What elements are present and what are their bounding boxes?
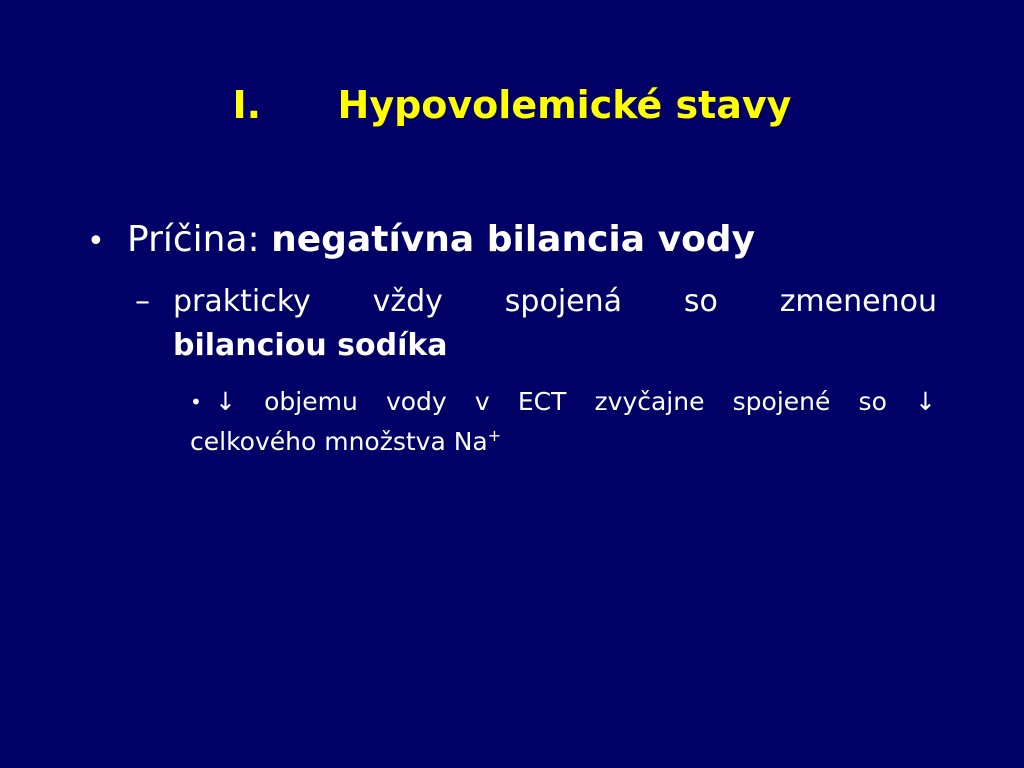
- slide-title: [0, 82, 1024, 128]
- level2-word: zmenenou: [779, 284, 937, 319]
- plus-superscript: +: [487, 426, 502, 445]
- bullet-dot-icon: •: [190, 390, 202, 414]
- level3-word: spojené: [732, 387, 831, 416]
- level2-line2: bilanciou sodíka: [173, 328, 448, 363]
- level3-word: v: [474, 387, 490, 416]
- cause-label: Príčina:: [127, 219, 260, 260]
- level2-word: spojená: [504, 284, 623, 319]
- level2-word: so: [683, 284, 718, 319]
- title-number: I.: [232, 83, 262, 127]
- level3-line2-text: celkového množstva Na: [190, 427, 488, 456]
- down-arrow-icon: ↓: [215, 387, 236, 416]
- level3-word: zvyčajne: [594, 387, 705, 416]
- bullet-level2: [135, 280, 937, 368]
- level3-word: vody: [385, 387, 447, 416]
- level3-word: objemu: [264, 387, 358, 416]
- level3-word: so: [858, 387, 887, 416]
- level3-line2: [190, 422, 936, 462]
- bullet-level3: [190, 382, 936, 462]
- level2-word: prakticky: [173, 284, 311, 319]
- bullet-dot-icon: •: [87, 224, 105, 259]
- bullet-level1: [87, 218, 947, 264]
- title-text: Hypovolemické stavy: [337, 83, 792, 127]
- level3-word: ECT: [517, 387, 567, 416]
- level2-line1: [173, 280, 937, 324]
- level2-word: vždy: [372, 284, 443, 319]
- dash-bullet-icon: –: [135, 284, 150, 319]
- down-arrow-icon: ↓: [915, 387, 936, 416]
- cause-emphasis: negatívna bilancia vody: [271, 219, 756, 260]
- level3-line1: [215, 382, 936, 422]
